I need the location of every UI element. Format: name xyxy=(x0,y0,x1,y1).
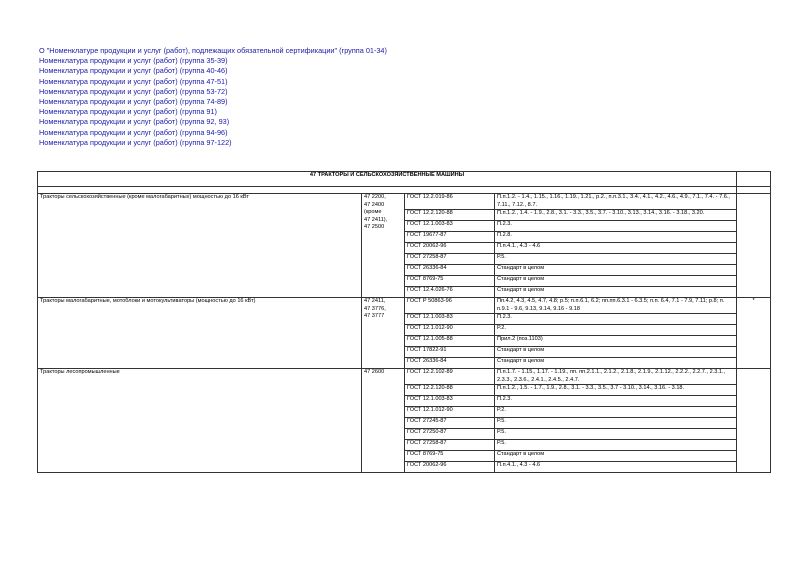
document-link[interactable]: Номенклатура продукции и услуг (работ) (группа 53-72) xyxy=(39,86,228,96)
note-mark: * xyxy=(737,298,771,369)
document-link[interactable]: Номенклатура продукции и услуг (работ) (группа 94-96) xyxy=(39,127,228,137)
standard-points: Р.2. xyxy=(495,407,737,418)
standard-points: Стандарт в целом xyxy=(495,276,737,287)
table-row xyxy=(38,194,771,210)
product-name: Тракторы лесопромышленные xyxy=(38,369,362,473)
standard-points: П.п.1.2., 1.5. - 1.7., 1.9., 2.8., 3.1. - 3.3., 3.5., 3.7 - 3.10., 3.14., 3.16. - 3.18. xyxy=(495,385,737,396)
standard-points: Стандарт в целом xyxy=(495,265,737,276)
gost-standard: ГОСТ 27258-87 xyxy=(405,254,495,265)
gost-standard: ГОСТ 12.2.019-86 xyxy=(405,194,495,210)
gost-standard: ГОСТ 20062-96 xyxy=(405,462,495,473)
gost-standard: ГОСТ 27258-87 xyxy=(405,440,495,451)
standard-points: Прил.2 (поз.1103) xyxy=(495,336,737,347)
standard-points: Пп.4.2, 4.3, 4.5, 4.7, 4.8; р.5; п.п.6.1, 6.2; пп.пп.6.3.1 - 6.3.5; п.п. 6.4, 7.1 - 7.9, 7.11; р.8; п. п.9.1 - 9.6, 9.13, 9.14, 9.16 - 9.18 xyxy=(495,298,737,314)
standard-points: Стандарт в целом xyxy=(495,347,737,358)
document-link[interactable]: Номенклатура продукции и услуг (работ) (группа 97-122) xyxy=(39,137,232,147)
standard-points: П.2.3. xyxy=(495,396,737,407)
okp-code: 47 2411, 47 3776, 47 3777 xyxy=(362,298,405,369)
group-title: 47 ТРАКТОРЫ И СЕЛЬСКОХОЗЯЙСТВЕННЫЕ МАШИНЫ xyxy=(38,172,737,187)
standard-points: Р.2. xyxy=(495,325,737,336)
gost-standard: ГОСТ 26336-84 xyxy=(405,358,495,369)
note-mark xyxy=(737,194,771,298)
gost-standard: ГОСТ 12.1.012-90 xyxy=(405,325,495,336)
gost-standard: ГОСТ 12.1.003-83 xyxy=(405,221,495,232)
okp-code: 47 2600 xyxy=(362,369,405,473)
product-name: Тракторы сельскохозяйственные (кроме малогабаритных) мощностью до 16 кВт xyxy=(38,194,362,298)
standard-points: П.2.8. xyxy=(495,232,737,243)
gost-standard: ГОСТ 12.4.026-76 xyxy=(405,287,495,298)
document-links xyxy=(39,46,387,148)
okp-code: 47 2200, 47 2400 (кроме 47 2411), 47 2500 xyxy=(362,194,405,298)
gost-standard: ГОСТ 12.1.012-90 xyxy=(405,407,495,418)
standard-points: П.2.3. xyxy=(495,221,737,232)
document-link[interactable]: Номенклатура продукции и услуг (работ) (группа 92, 93) xyxy=(39,117,230,127)
document-link[interactable]: Номенклатура продукции и услуг (работ) (группа 35-39) xyxy=(39,56,228,66)
gost-standard: ГОСТ 27250-87 xyxy=(405,429,495,440)
document-link[interactable]: Номенклатура продукции и услуг (работ) (группа 74-89) xyxy=(39,97,228,107)
document-link[interactable]: Номенклатура продукции и услуг (работ) (группа 47-51) xyxy=(39,76,228,86)
group-header-row xyxy=(38,172,771,187)
empty-cell xyxy=(737,187,771,194)
standard-points: Р.5. xyxy=(495,429,737,440)
standard-points: П.п.1.2. - 1.4., 1.15., 1.16., 1.19., 1.21., р.2., п.п.3.1., 3.4., 4.1., 4.2., 4.6., 4.9., 7.1., 7.4. - 7.6., 7.11., 7.12., 8.7. xyxy=(495,194,737,210)
spacer-row xyxy=(38,187,771,194)
gost-standard: ГОСТ 12.2.102-89 xyxy=(405,369,495,385)
document-link[interactable]: О "Номенклатуре продукции и услуг (работ), подлежащих обязательной сертификации" (группа 01-34) xyxy=(39,46,387,55)
standard-points: Стандарт в целом xyxy=(495,287,737,298)
standard-points: Р.5. xyxy=(495,418,737,429)
gost-standard: ГОСТ 12.2.120-88 xyxy=(405,385,495,396)
standard-points: Р.5. xyxy=(495,440,737,451)
gost-standard: ГОСТ 17822-91 xyxy=(405,347,495,358)
table-row xyxy=(38,298,771,314)
gost-standard: ГОСТ 27245-87 xyxy=(405,418,495,429)
empty-cell xyxy=(737,172,771,187)
standard-points: П.п.1.2., 1.4. - 1.9., 2.8., 3.1. - 3.3., 3.5., 3.7. - 3.10., 3.13., 3.14., 3.16. - 3.18., 3.20. xyxy=(495,210,737,221)
standard-points: П.п.1.7. - 1.15., 1.17. - 1.19., пп. пп.2.1.1., 2.1.2., 2.1.8., 2.1.9., 2.1.12., 2.2.2., 2.2.7., 2.3.1., 2.3.3., 2.3.6., 2.4.1., 2.4.5., 2.4.7. xyxy=(495,369,737,385)
standard-points: Стандарт в целом xyxy=(495,358,737,369)
gost-standard: ГОСТ 19677-87 xyxy=(405,232,495,243)
standard-points: П.п.4.1., 4.3 - 4.6 xyxy=(495,462,737,473)
gost-standard: ГОСТ 26336-84 xyxy=(405,265,495,276)
standard-points: Стандарт в целом xyxy=(495,451,737,462)
gost-standard: ГОСТ 12.1.005-88 xyxy=(405,336,495,347)
document-link[interactable]: Номенклатура продукции и услуг (работ) (группа 91) xyxy=(39,107,217,117)
gost-standard: ГОСТ Р 50863-96 xyxy=(405,298,495,314)
product-name: Тракторы малогабаритные, мотоблоки и мотокультиваторы (мощностью до 16 кВт) xyxy=(38,298,362,369)
standard-points: П.п.4.1., 4.3 - 4.6 xyxy=(495,243,737,254)
standard-points: П.2.3. xyxy=(495,314,737,325)
certification-table xyxy=(37,171,771,473)
standard-points: Р.5. xyxy=(495,254,737,265)
document-link[interactable]: Номенклатура продукции и услуг (работ) (группа 40-46) xyxy=(39,66,228,76)
table-row xyxy=(38,369,771,385)
gost-standard: ГОСТ 12.1.003-83 xyxy=(405,396,495,407)
note-mark xyxy=(737,369,771,473)
gost-standard: ГОСТ 12.2.120-88 xyxy=(405,210,495,221)
gost-standard: ГОСТ 8769-75 xyxy=(405,276,495,287)
spacer-cell xyxy=(38,187,737,194)
gost-standard: ГОСТ 12.1.003-83 xyxy=(405,314,495,325)
gost-standard: ГОСТ 20062-96 xyxy=(405,243,495,254)
gost-standard: ГОСТ 8769-75 xyxy=(405,451,495,462)
